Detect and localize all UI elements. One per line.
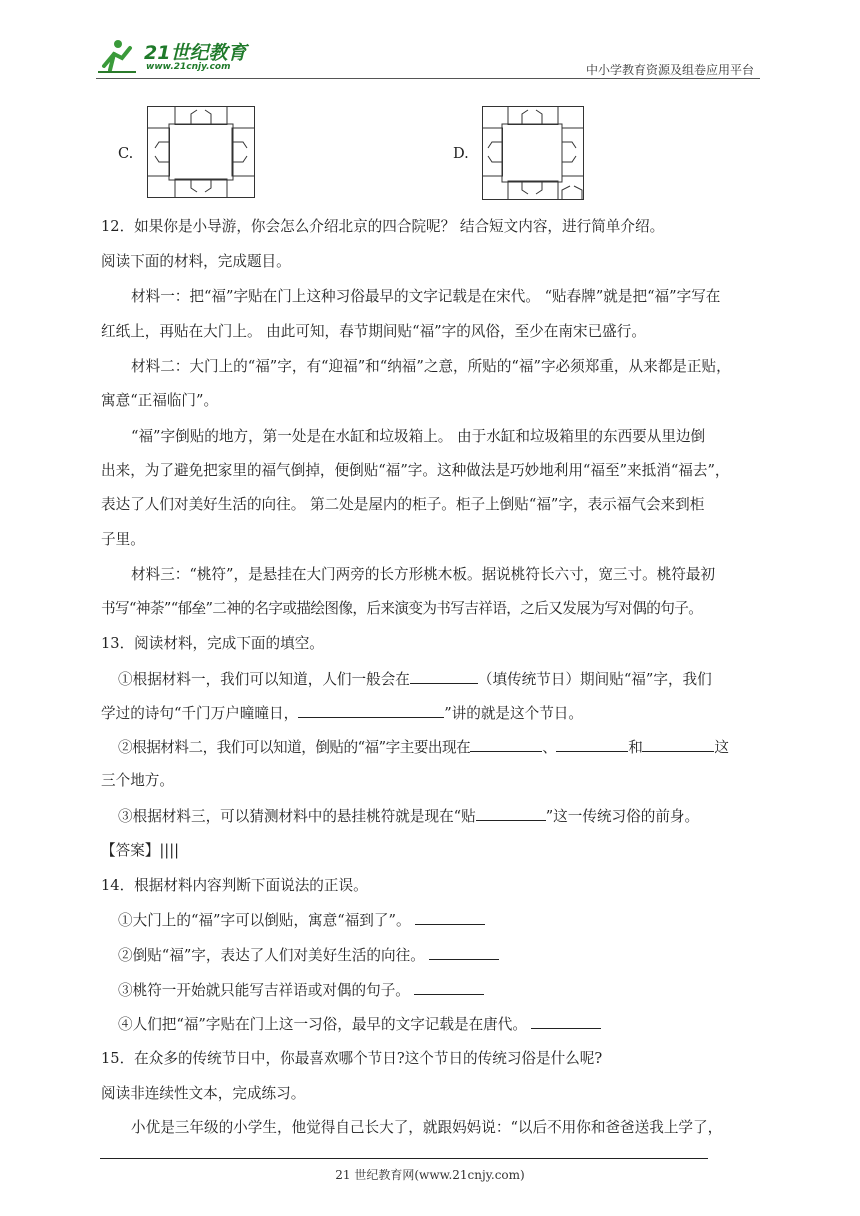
q14-item-2-text: ②倒贴“福”字，表达了人们对美好生活的向往。 [118, 947, 425, 964]
q13-item-2-line-2: 三个地方。 [101, 772, 174, 789]
q13-item-2-sep: 、 [542, 739, 557, 756]
material-2-line-3: “福”字倒贴的地方，第一处是在水缸和垃圾箱上。 由于水缸和垃圾箱里的东西要从里边倒 [131, 428, 706, 445]
q13-item-3-text-b: ”这一传统习俗的前身。 [545, 808, 700, 825]
q15-passage-line-1: 小优是三年级的小学生，他觉得自己长大了，就跟妈妈说：“以后不用你和爸爸送我上学了， [131, 1119, 723, 1136]
q14-blank-2[interactable] [429, 945, 499, 960]
material-1-line-2: 红纸上，再贴在大门上。 由此可知，春节期间贴“福”字的风俗，至少在南宋已盛行。 [101, 323, 646, 340]
material-2-line-1: 材料二：大门上的“福”字，有“迎福”和“纳福”之意，所贴的“福”字必须郑重，从来都是正贴， [131, 358, 731, 375]
q13-item-2-and: 和 [628, 739, 643, 756]
q14-item-3-text: ③桃符一开始就只能写吉祥语或对偶的句子。 [118, 982, 410, 999]
header-slogan: 中小学教育资源及组卷应用平台 [585, 63, 754, 77]
q13-item-2-line-1 [118, 737, 729, 758]
q14-item-1-text: ①大门上的“福”字可以倒贴，寓意“福到了”。 [118, 912, 411, 929]
q14-item-4 [118, 1014, 601, 1035]
q13-blank-custom[interactable] [476, 806, 546, 821]
material-2-line-2: 寓意“正福临门”。 [101, 392, 219, 409]
q14-item-3 [118, 980, 484, 1001]
q14-item-4-text: ④人们把“福”字贴在门上这一习俗，最早的文字记载是在唐代。 [118, 1016, 527, 1033]
material-1-line-1: 材料一：把“福”字贴在门上这种习俗最早的文字记载是在宋代。 “贴春牌”就是把“福”字写在 [131, 288, 721, 305]
q15-instruction: 阅读非连续性文本，完成练习。 [101, 1085, 306, 1102]
q13-item-1-line-2 [101, 703, 583, 724]
q13-item-1-line-1 [118, 669, 712, 690]
q14-blank-1[interactable] [415, 910, 485, 925]
q13-item-1-text-b: （填传统节日）期间贴“福”字，我们 [477, 671, 712, 688]
material-2-line-6: 子里。 [101, 531, 145, 548]
question-13: 13．阅读材料，完成下面的填空。 [101, 635, 324, 652]
q13-blank-place-2[interactable] [556, 737, 628, 752]
reading-instruction: 阅读下面的材料，完成题目。 [101, 253, 291, 270]
site-logo [96, 36, 266, 76]
logo-text: 21世纪教育 [144, 42, 247, 64]
material-3-line-1: 材料三：“桃符”，是悬挂在大门两旁的长方形桃木板。据说桃符长六寸，宽三寸。桃符最初 [131, 566, 716, 583]
option-d-label: D. [453, 145, 469, 162]
q14-blank-4[interactable] [531, 1014, 601, 1029]
question-14: 14．根据材料内容判断下面说法的正误。 [101, 877, 368, 894]
q14-blank-3[interactable] [414, 980, 484, 995]
q14-item-1 [118, 910, 485, 931]
logo-url: www.21cnjy.com [146, 62, 231, 72]
option-d-figure [482, 106, 584, 204]
answer-label: 【答案】|||| [101, 842, 180, 859]
q13-item-2-text-d: 这 [714, 739, 729, 756]
q13-blank-poem[interactable] [298, 703, 444, 718]
question-12: 12．如果你是小导游，你会怎么介绍北京的四合院呢？ 结合短文内容，进行简单介绍。 [101, 218, 665, 235]
q13-item-3 [118, 806, 699, 827]
material-2-line-4: 出来，为了避免把家里的福气倒掉，便倒贴“福”字。这种做法是巧妙地利用“福至”来抵消“福去”， [101, 462, 730, 479]
option-c-figure [147, 106, 255, 202]
courtyard-d-icon [482, 106, 584, 200]
q13-item-1-text-d: ”讲的就是这个节日。 [444, 705, 583, 722]
material-2-line-5: 表达了人们对美好生活的向往。 第二处是屋内的柜子。柜子上倒贴“福”字，表示福气会来到柜 [101, 496, 705, 513]
courtyard-c-icon [147, 106, 255, 198]
q13-item-1-text-c: 学过的诗句“千门万户曈曈日， [101, 705, 299, 722]
question-15: 15．在众多的传统节日中，你最喜欢哪个节日?这个节日的传统习俗是什么呢? [101, 1050, 603, 1067]
header-divider [96, 78, 760, 79]
footer-text: 21 世纪教育网(www.21cnjy.com) [335, 1168, 525, 1182]
footer-divider [100, 1158, 708, 1159]
q13-item-1-text-a: ①根据材料一，我们可以知道，人们一般会在 [118, 671, 410, 688]
q13-item-2-text-a: ②根据材料二，我们可以知道，倒贴的“福”字主要出现在 [118, 739, 471, 756]
q13-item-3-text-a: ③根据材料三，可以猜测材料中的悬挂桃符就是现在“贴 [118, 808, 476, 825]
material-3-line-2: 书写“神荼”“郁垒”二神的名字或描绘图像，后来演变为书写吉祥语，之后又发展为写对偶的句子。 [101, 600, 703, 617]
q13-blank-place-3[interactable] [642, 737, 714, 752]
option-c-label: C. [118, 145, 134, 162]
q13-blank-place-1[interactable] [470, 737, 542, 752]
q14-item-2 [118, 945, 499, 966]
q13-blank-festival[interactable] [410, 669, 478, 684]
